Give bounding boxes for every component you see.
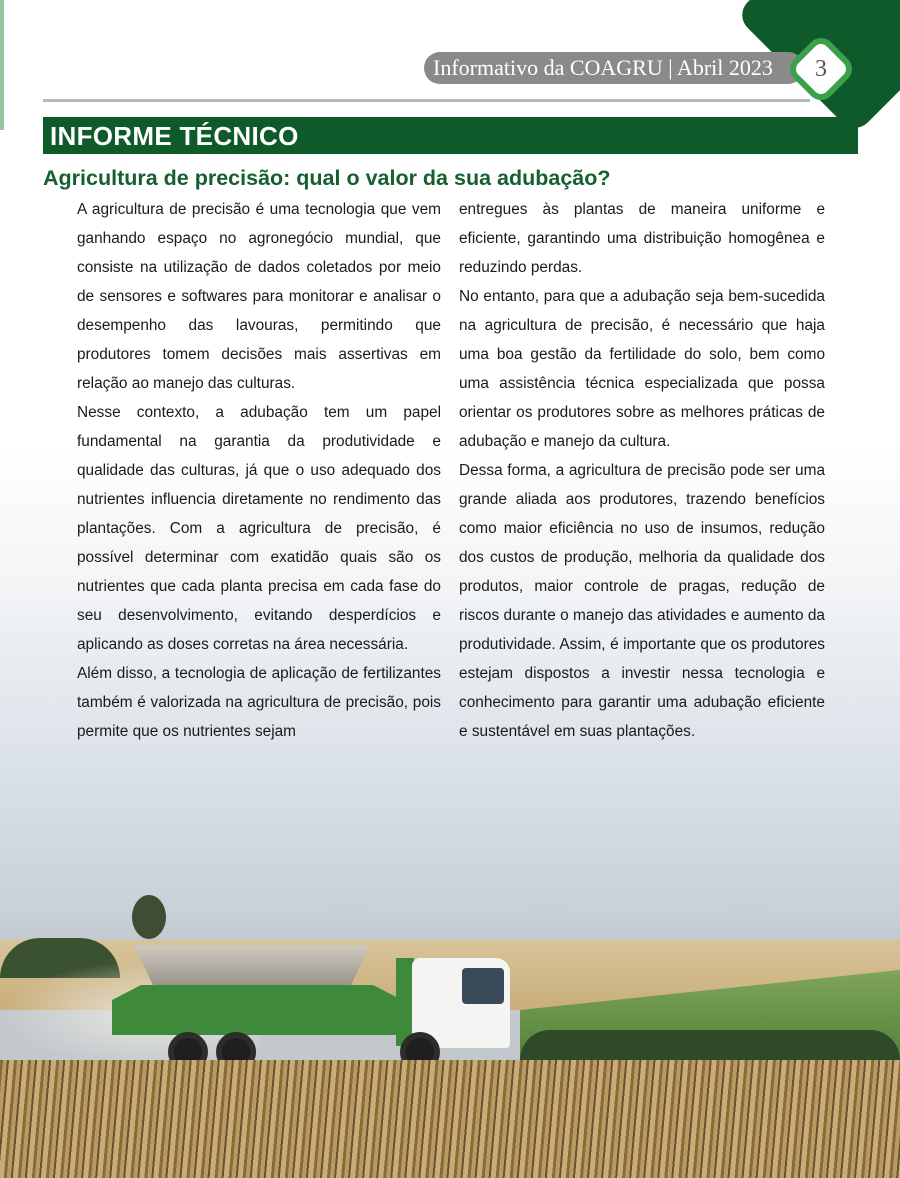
paragraph: Nesse contexto, a adubação tem um papel fundamental na garantia da produtividade e qualidade das culturas, já que o uso adequado dos nutrientes influencia diretamente no rendimento das plantações. Com a agricultura de precisão, é possível determinar com exatidão quais são os nutrientes que cada planta precisa em cada fase do seu desenvolvimento, evitando desperdícios e aplicando as doses corretas na área necessária. [77,404,441,653]
paragraph: Dessa forma, a agricultura de precisão pode ser uma grande aliada aos produtores, trazendo benefícios como maior eficiência no uso de insumos, redução dos custos de produção, melhoria da qualidade dos produtos, maior controle de pragas, redução de riscos durante o manejo das atividades e aumento da produtividade. Assim, é importante que os produtores estejam dispostos a investir nessa tecnologia e conhecimento para garantir uma adubação eficiente e sustentável em suas plantações. [459,462,825,740]
article-column-left [77,195,441,746]
spreader-body [112,945,402,1065]
section-title: INFORME TÉCNICO [50,121,299,151]
truck-windshield [462,968,504,1004]
paragraph: entregues às plantas de maneira uniforme e eficiente, garantindo uma distribuição homogênea e reduzindo perdas. [459,201,825,276]
paragraph: Além disso, a tecnologia de aplicação de fertilizantes também é valorizada na agricultura de precisão, pois permite que os nutrientes sejam [77,665,441,740]
spreader-chassis [112,985,402,1035]
crop-stubble [0,1060,900,1178]
article-title: Agricultura de precisão: qual o valor da sua adubação? [43,166,611,190]
paragraph: A agricultura de precisão é uma tecnologia que vem ganhando espaço no agronegócio mundial, que consiste na utilização de dados coletados por meio de sensores e softwares para monitorar e analisar o desempenho das lavouras, permitindo que produtores tomem decisões mais assertivas em relação ao manejo das culturas. [77,201,441,392]
tall-tree [132,895,166,939]
page-number: 3 [815,56,827,82]
left-edge-decoration [0,0,4,130]
article-column-right [459,195,825,746]
publication-title: Informativo da COAGRU | Abril 2023 [433,55,773,80]
spreader-hopper [134,945,370,985]
fertilizer-spreader-truck-photo [0,880,900,1178]
paragraph: No entanto, para que a adubação seja bem-sucedida na agricultura de precisão, é necessário que haja uma boa gestão da fertilidade do solo, bem como uma assistência técnica especializada que possa orientar os produtores sobre as melhores práticas de adubação e manejo da cultura. [459,288,825,450]
header-divider [43,99,810,102]
